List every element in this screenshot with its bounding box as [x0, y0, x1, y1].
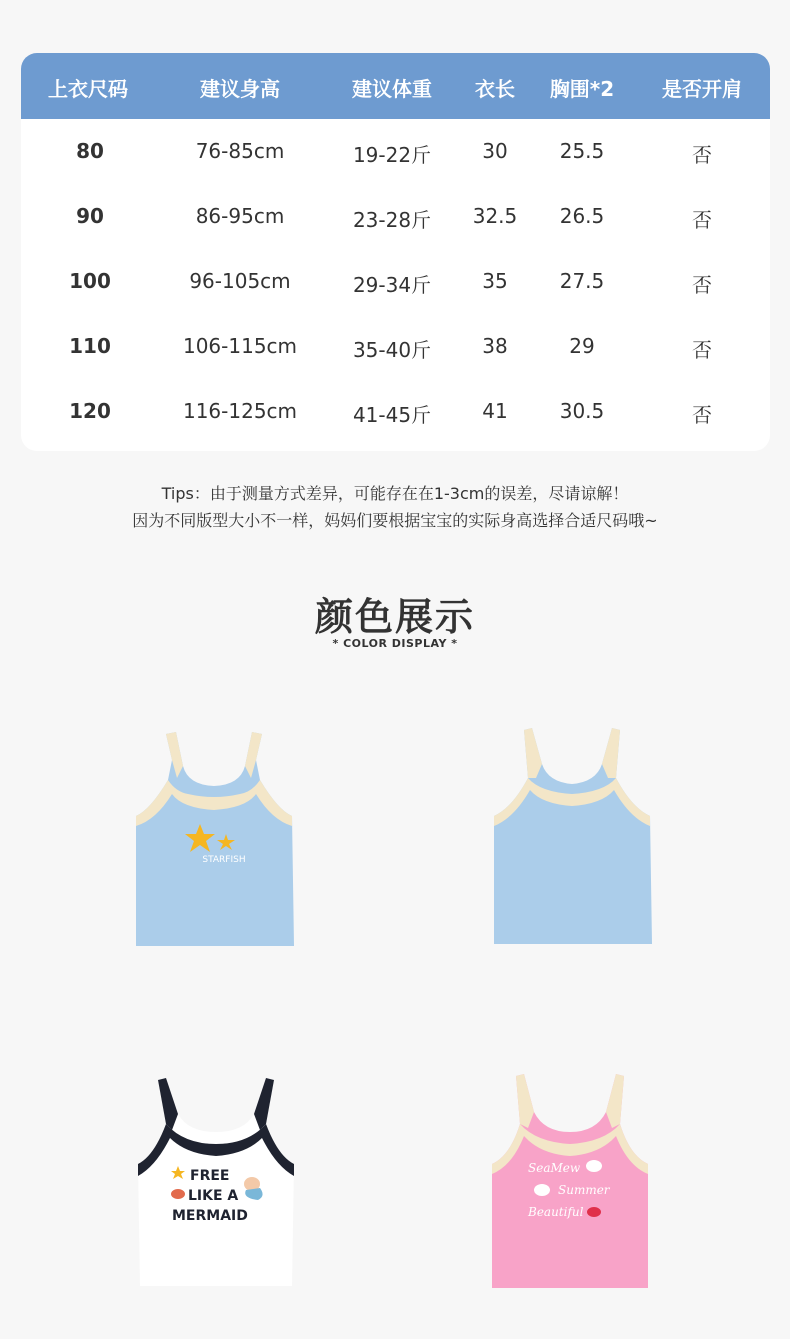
cell-chest: 25.5: [559, 139, 605, 163]
mermaid-print-line-2: LIKE A: [188, 1188, 239, 1204]
table-row: [21, 119, 770, 184]
product-image-white-mermaid: [132, 1074, 300, 1290]
cell-chest: 26.5: [559, 204, 605, 228]
header-open-shoulder: 是否开肩: [662, 77, 742, 101]
starfish-print-text: STARFISH: [202, 855, 246, 865]
header-weight: 建议体重: [352, 77, 432, 101]
cell-weight: 23-28斤: [352, 208, 432, 232]
cell-height: 96-105cm: [189, 269, 291, 293]
table-row: [21, 249, 770, 314]
product-image-blue-starfish: [128, 730, 300, 950]
header-height: 建议身高: [200, 77, 280, 101]
size-chart-header: [21, 53, 770, 119]
cell-size: 110: [69, 334, 111, 358]
cell-open-shoulder: 否: [692, 208, 712, 232]
product-image-pink-seamew: [486, 1070, 654, 1292]
cell-size: 90: [76, 204, 104, 228]
cell-weight: 19-22斤: [352, 143, 432, 167]
cell-size: 80: [76, 139, 104, 163]
tank-top-white-mermaid: [132, 1074, 300, 1290]
table-row: [21, 184, 770, 249]
cell-length: 35: [482, 269, 508, 293]
cell-height: 116-125cm: [182, 399, 298, 423]
color-display-title: 颜色展示: [314, 595, 475, 639]
seamew-print-line-1: SeaMew: [528, 1161, 581, 1175]
shell-icon: [171, 1189, 185, 1199]
tank-top-blue-plain: [486, 724, 658, 948]
table-row: [21, 314, 770, 379]
cell-chest: 29: [569, 334, 595, 358]
table-row: [21, 379, 770, 444]
mermaid-print-line-1: FREE: [190, 1168, 230, 1184]
cell-height: 106-115cm: [182, 334, 298, 358]
cell-size: 100: [69, 269, 111, 293]
cell-open-shoulder: 否: [692, 338, 712, 362]
product-image-blue-plain: [486, 724, 658, 948]
crab-icon: [587, 1207, 601, 1217]
mermaid-print-line-3: MERMAID: [172, 1208, 248, 1224]
size-chart-table: [21, 53, 770, 451]
header-size: 上衣尺码: [48, 77, 128, 101]
seamew-print-line-3: Beautiful: [528, 1205, 584, 1219]
cell-weight: 35-40斤: [352, 338, 432, 362]
cell-chest: 27.5: [559, 269, 605, 293]
header-chest: 胸围*2: [549, 77, 615, 101]
cell-height: 76-85cm: [195, 139, 285, 163]
cell-length: 30: [482, 139, 508, 163]
cell-height: 86-95cm: [195, 204, 285, 228]
cell-length: 41: [482, 399, 508, 423]
color-display-subtitle: * COLOR DISPLAY *: [332, 637, 458, 650]
cell-size: 120: [69, 399, 111, 423]
tips-line-2: 因为不同版型大小不一样，妈妈们要根据宝宝的实际身高选择合适尺码哦~: [132, 511, 658, 530]
tips-line-1: Tips：由于测量方式差异，可能存在在1-3cm的误差，尽请谅解！: [161, 484, 629, 503]
cell-weight: 29-34斤: [352, 273, 432, 297]
header-length: 衣长: [475, 77, 515, 101]
tank-top-blue-starfish: [128, 730, 300, 950]
tank-top-pink-seamew: [486, 1070, 654, 1292]
cell-chest: 30.5: [559, 399, 605, 423]
cell-open-shoulder: 否: [692, 273, 712, 297]
sizing-tips: [0, 480, 790, 534]
cell-weight: 41-45斤: [352, 403, 432, 427]
cell-open-shoulder: 否: [692, 403, 712, 427]
cell-open-shoulder: 否: [692, 143, 712, 167]
seamew-print-line-2: Summer: [558, 1183, 610, 1197]
cell-length: 38: [482, 334, 508, 358]
cell-length: 32.5: [472, 204, 518, 228]
